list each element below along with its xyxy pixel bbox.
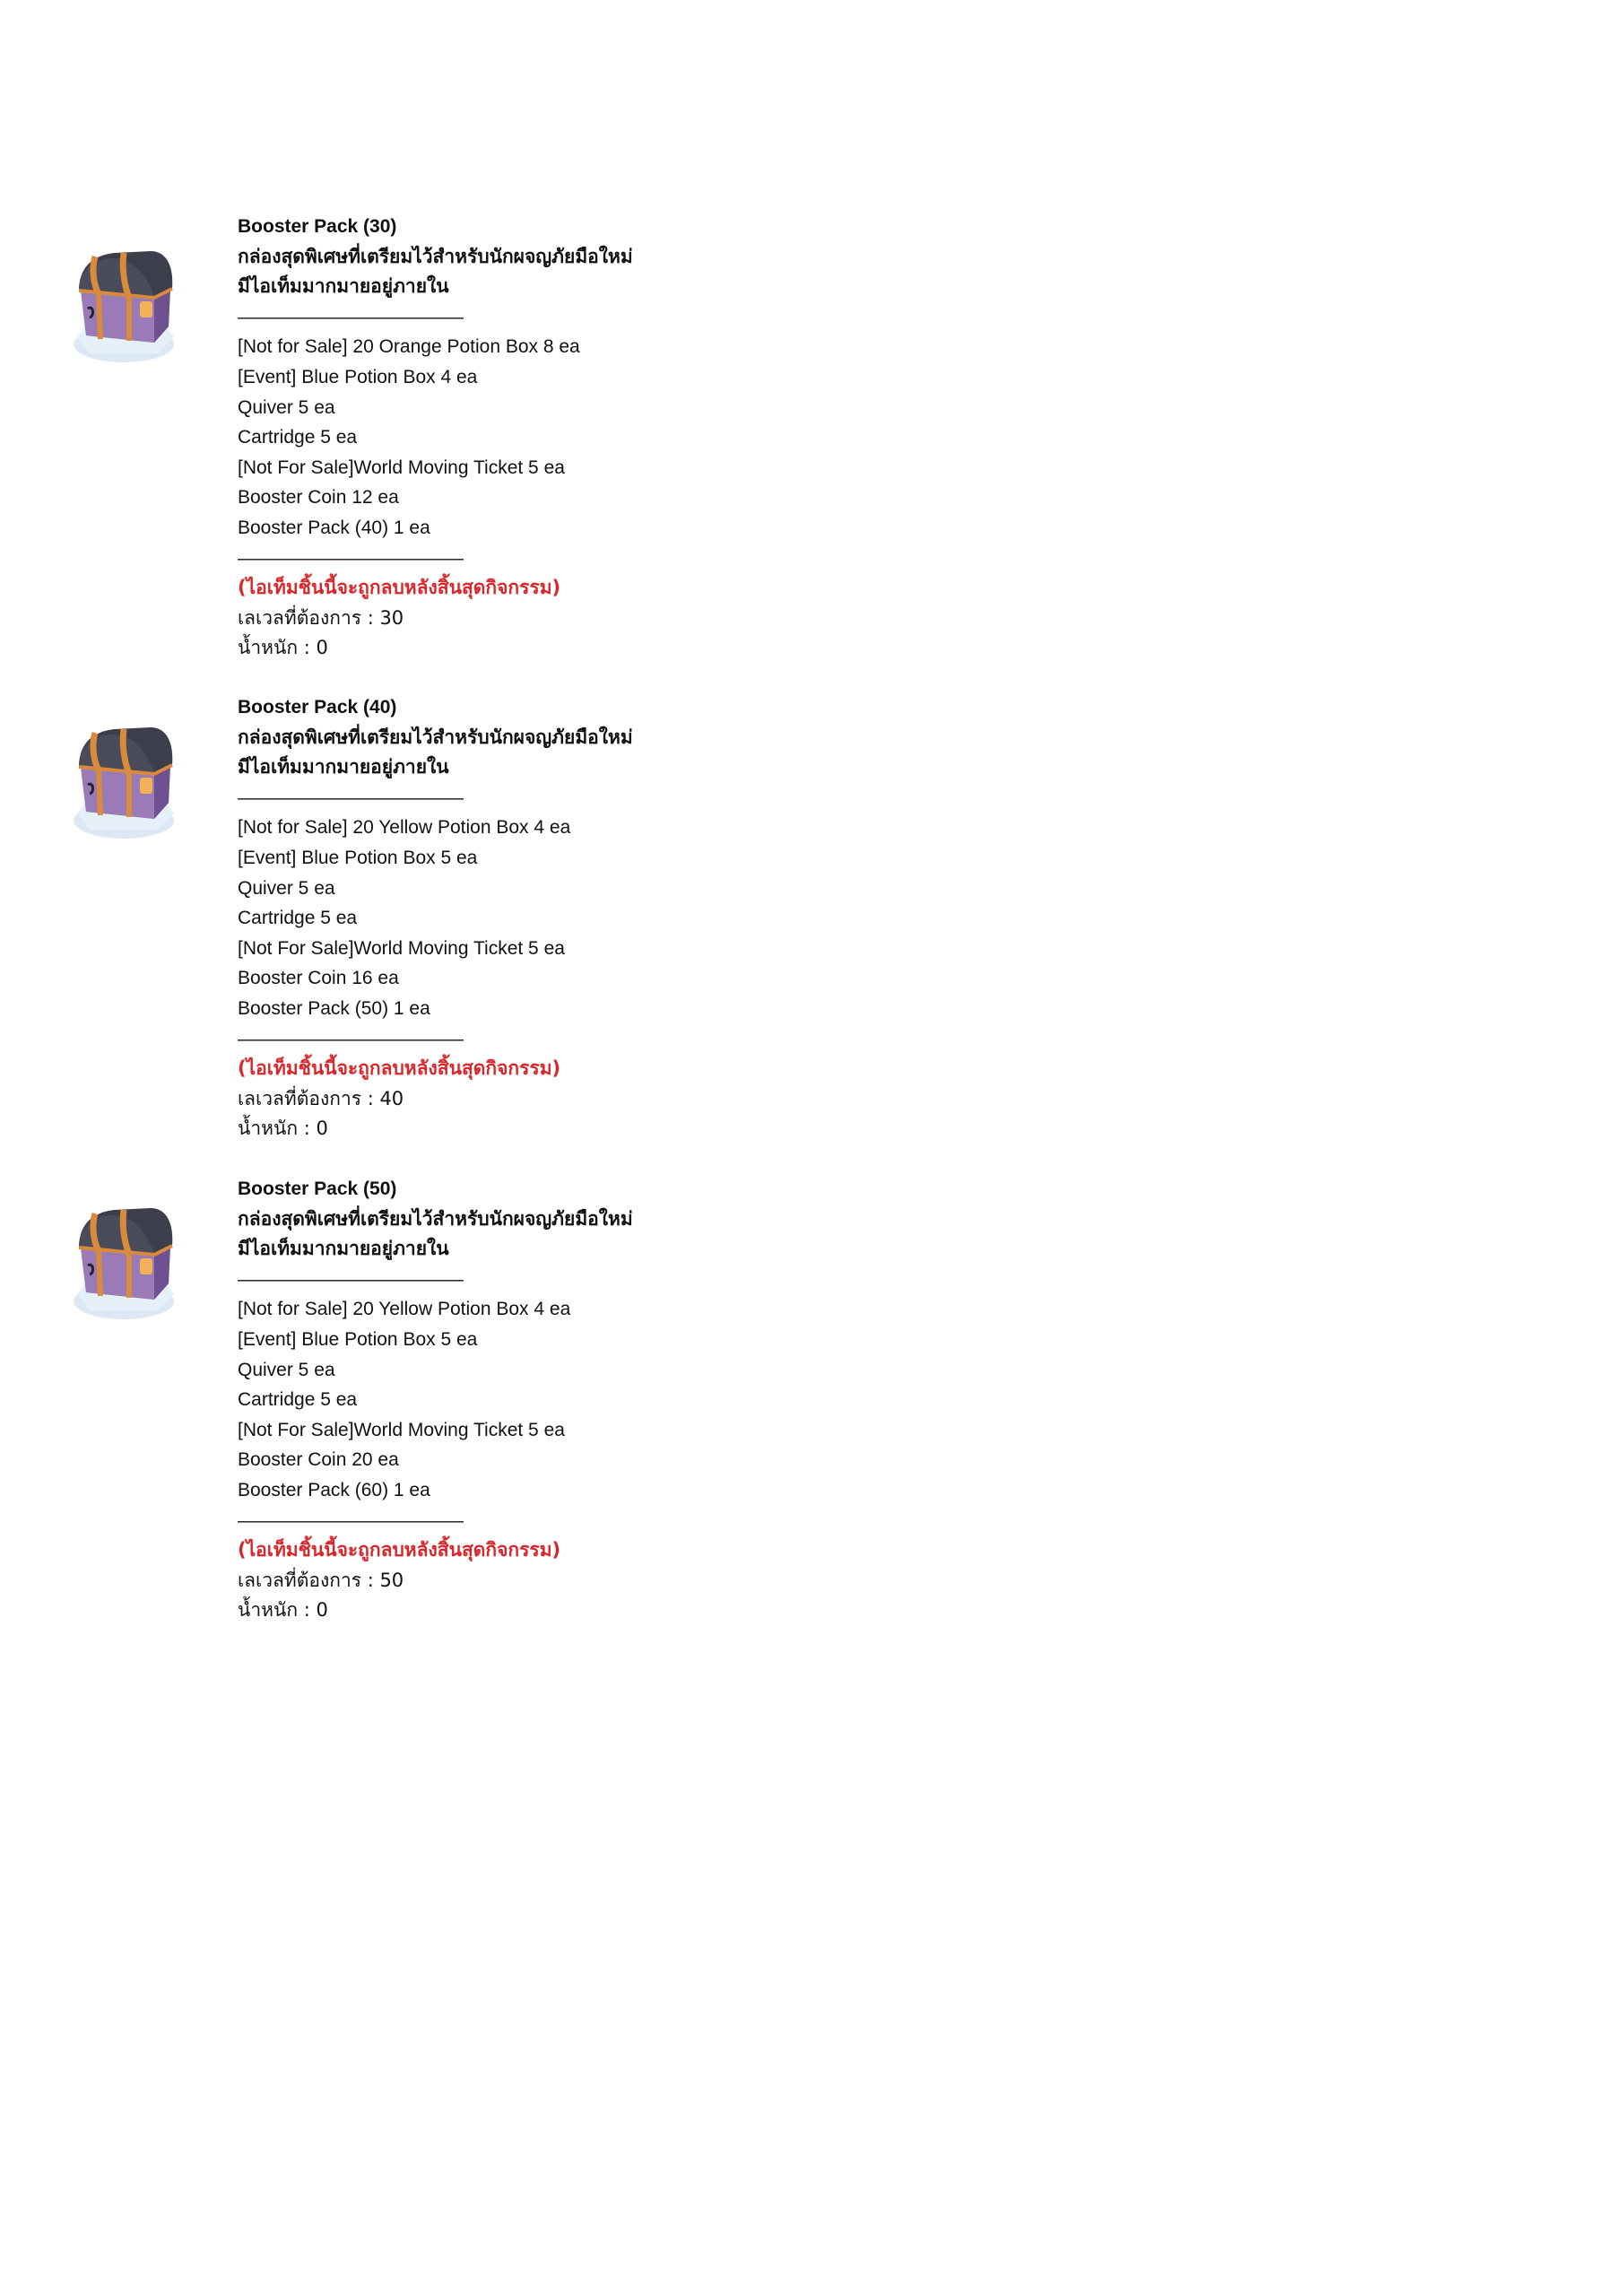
content-item: Quiver 5 ea	[238, 1359, 335, 1380]
deletion-warning: (ไอเท็มชิ้นนี้จะถูกลบหลังสิ้นสุดกิจกรรม)	[238, 577, 561, 599]
treasure-chest-icon	[68, 715, 183, 842]
divider-top: ————————————	[238, 306, 464, 327]
content-item: Booster Coin 20 ea	[238, 1449, 399, 1471]
content-item: Quiver 5 ea	[238, 396, 335, 418]
pack-details	[238, 692, 1045, 1144]
deletion-warning: (ไอเท็มชิ้นนี้จะถูกลบหลังสิ้นสุดกิจกรรม)	[238, 1057, 561, 1080]
pack-title: Booster Pack (50)	[238, 1178, 397, 1199]
content-item: [Event] Blue Potion Box 4 ea	[238, 366, 478, 387]
pack-description-line-2: มีไอเท็มมากมายอยู่ภายใน	[238, 756, 449, 778]
content-item: [Event] Blue Potion Box 5 ea	[238, 1328, 478, 1350]
content-item: [Not For Sale]World Moving Ticket 5 ea	[238, 1419, 565, 1440]
pack-details	[238, 1174, 1045, 1626]
divider-bottom: ————————————	[238, 1028, 464, 1049]
pack-description-line-1: กล่องสุดพิเศษที่เตรียมไว้สำหรับนักผจญภัยมือใหม่	[238, 245, 633, 267]
content-item: [Not for Sale] 20 Orange Potion Box 8 ea	[238, 336, 580, 358]
content-item: [Not for Sale] 20 Yellow Potion Box 4 ea	[238, 817, 571, 839]
required-level: เลเวลที่ต้องการ : 50	[238, 1569, 404, 1591]
content-item: Booster Pack (50) 1 ea	[238, 997, 430, 1019]
content-item: [Not For Sale]World Moving Ticket 5 ea	[238, 457, 565, 478]
pack-description-line-2: มีไอเท็มมากมายอยู่ภายใน	[238, 275, 449, 298]
divider-top: ————————————	[238, 787, 464, 808]
item-weight: น้ำหนัก : 0	[238, 637, 328, 659]
content-item: Cartridge 5 ea	[238, 1389, 358, 1411]
divider-top: ————————————	[238, 1268, 464, 1290]
content-item: [Not for Sale] 20 Yellow Potion Box 4 ea	[238, 1299, 571, 1320]
required-level: เลเวลที่ต้องการ : 40	[238, 1087, 404, 1109]
pack-description-line-1: กล่องสุดพิเศษที่เตรียมไว้สำหรับนักผจญภัยมือใหม่	[238, 1207, 633, 1230]
pack-description-line-1: กล่องสุดพิเศษที่เตรียมไว้สำหรับนักผจญภัยมือใหม่	[238, 726, 633, 748]
content-item: Booster Pack (60) 1 ea	[238, 1479, 430, 1500]
content-item: Booster Coin 12 ea	[238, 487, 399, 509]
content-item: Booster Pack (40) 1 ea	[238, 517, 430, 538]
divider-bottom: ————————————	[238, 1509, 464, 1531]
content-item: Cartridge 5 ea	[238, 908, 358, 929]
pack-title: Booster Pack (40)	[238, 697, 397, 718]
deletion-warning: (ไอเท็มชิ้นนี้จะถูกลบหลังสิ้นสุดกิจกรรม)	[238, 1539, 561, 1561]
content-item: [Event] Blue Potion Box 5 ea	[238, 847, 478, 868]
content-item: Cartridge 5 ea	[238, 427, 358, 448]
content-item: Quiver 5 ea	[238, 877, 335, 899]
required-level: เลเวลที่ต้องการ : 30	[238, 606, 404, 629]
pack-description-line-2: มีไอเท็มมากมายอยู่ภายใน	[238, 1238, 449, 1260]
pack-details	[238, 212, 1045, 664]
item-weight: น้ำหนัก : 0	[238, 1599, 328, 1622]
content-item: Booster Coin 16 ea	[238, 968, 399, 989]
pack-title: Booster Pack (30)	[238, 216, 397, 237]
treasure-chest-icon	[68, 239, 183, 366]
item-weight: น้ำหนัก : 0	[238, 1118, 328, 1140]
treasure-chest-icon	[68, 1196, 183, 1323]
content-item: [Not For Sale]World Moving Ticket 5 ea	[238, 937, 565, 959]
divider-bottom: ————————————	[238, 547, 464, 569]
